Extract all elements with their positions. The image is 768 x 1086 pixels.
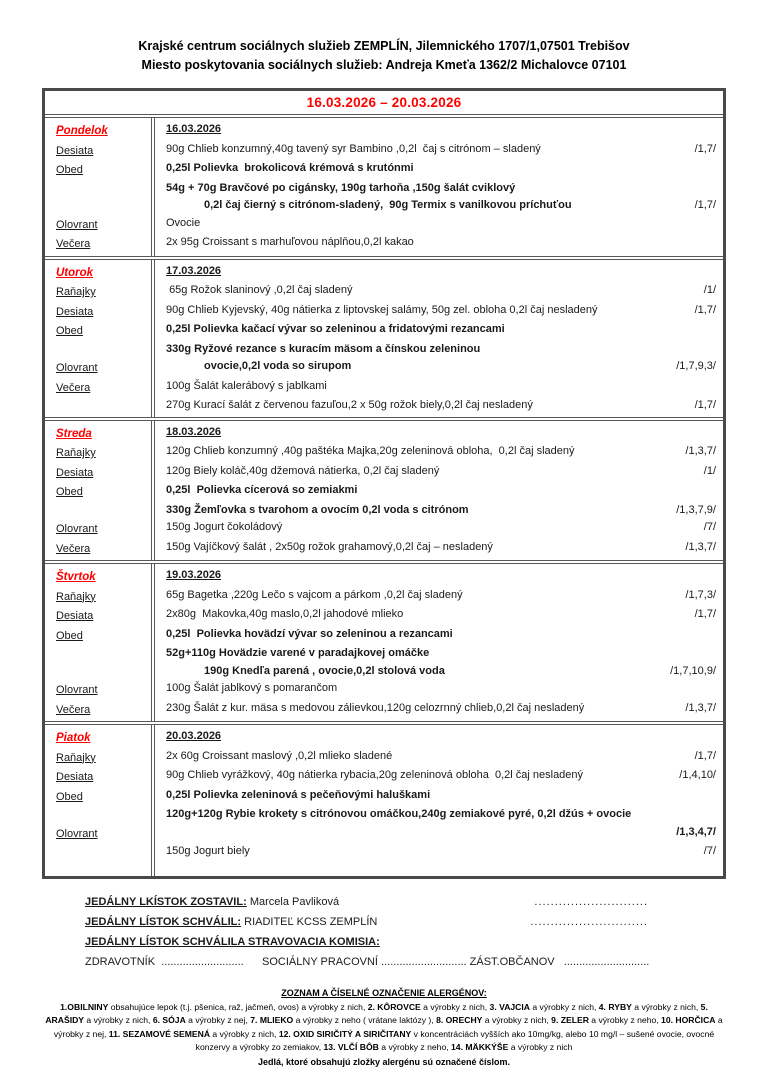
- dish-text: 0,25l Polievka kačací vývar so zeleninou a fridatovými rezancami: [166, 323, 505, 335]
- dish-text: 0,25l Polievka brokolicová krémová s krutónmi: [166, 162, 414, 174]
- content-cell: [158, 539, 723, 559]
- menu-row: [45, 824, 723, 844]
- compiled-by-value: Marcela Pavliková: [246, 895, 340, 908]
- menu-row: [45, 397, 723, 415]
- allergen-name: 13. VLČÍ BÔB: [323, 1042, 379, 1052]
- meal-label: Raňajky: [56, 751, 96, 764]
- allergen-description: a výrobky z nej,: [185, 1015, 251, 1025]
- content-cell: [158, 645, 723, 663]
- content-cell: [158, 282, 723, 302]
- content-cell: [158, 215, 723, 235]
- menu-row: [45, 626, 723, 646]
- menu-row: [45, 443, 723, 463]
- allergen-codes: /1,7/: [694, 749, 716, 762]
- dish-text: 2x80g Makovka,40g maslo,0,2l jahodové mlieko: [166, 608, 404, 620]
- day-date-label: 20.03.2026: [166, 730, 222, 742]
- allergen-codes: /1,7,3/: [685, 588, 716, 601]
- content-cell: [158, 141, 723, 161]
- approved-by-label: JEDÁLNY LÍSTOK SCHVÁLIL:: [85, 915, 242, 928]
- meal-label: Večera: [56, 703, 91, 716]
- allergen-heading: ZOZNAM A ČÍSELNÉ OZNAČENIE ALERGÉNOV:: [281, 987, 487, 998]
- label-cell: [45, 121, 158, 141]
- label-cell: [45, 567, 158, 587]
- dish-text: 150g Jogurt biely: [166, 845, 250, 857]
- content-cell: [158, 482, 723, 502]
- signature-dots: ............................: [534, 895, 648, 908]
- day-name-label: Streda: [56, 427, 92, 440]
- day-name-label: Piatok: [56, 732, 91, 744]
- meal-label: Desiata: [56, 305, 94, 318]
- allergen-description: a výrobky z nich,: [210, 1028, 279, 1039]
- menu-row: [45, 502, 723, 520]
- menu-row: [45, 197, 723, 215]
- meal-label: Desiata: [56, 466, 94, 479]
- menu-row: [45, 787, 723, 807]
- allergen-description: a výrobky z neho,: [378, 1042, 452, 1052]
- content-cell: [158, 824, 723, 844]
- menu-row: [45, 519, 723, 539]
- meal-label: Raňajky: [56, 447, 96, 459]
- label-cell: [45, 824, 158, 844]
- day-section: [45, 256, 723, 417]
- allergen-description: obsahujúce lepok (t.j. pšenica, raž, jačmeň, ovos) a výrobky z nich,: [108, 1001, 368, 1012]
- dish-text: 90g Chlieb vyrážkový, 40g nátierka rybacia,20g zeleninová obloha 0,2l čaj nesladený: [166, 769, 584, 781]
- dish-text: 270g Kurací šalát z červenou fazuľou,2 x 50g rožok biely,0,2l čaj nesladený: [166, 399, 533, 411]
- content-cell: [158, 502, 723, 520]
- meal-label: Večera: [56, 238, 91, 250]
- allergen-description: a výrobky z nich,: [84, 1015, 153, 1025]
- menu-row: [45, 663, 723, 681]
- label-cell: [45, 787, 158, 807]
- allergen-paragraph: [42, 1001, 726, 1055]
- content-cell: [158, 397, 723, 415]
- menu-row: [45, 700, 723, 720]
- dish-text: 2x 95g Croissant s marhuľovou náplňou,0,2l kakao: [166, 236, 414, 248]
- menu-row: [45, 539, 723, 559]
- allergen-codes: /1,4,10/: [679, 769, 716, 781]
- meal-label: Večera: [56, 381, 91, 394]
- content-cell: [158, 700, 723, 720]
- meal-label: Olovrant: [56, 827, 98, 840]
- day-name-label: Pondelok: [56, 125, 108, 137]
- menu-row: [45, 680, 723, 700]
- label-cell: [45, 700, 158, 720]
- label-cell: [45, 321, 158, 341]
- day-section: [45, 114, 723, 256]
- label-cell: [45, 663, 158, 681]
- menu-row: [45, 160, 723, 180]
- menu-row: [45, 424, 723, 444]
- allergen-codes: /1/: [703, 464, 716, 477]
- allergen-name: 14. MÄKKÝŠE: [451, 1042, 509, 1052]
- dish-text: 0,25l Polievka hovädzí vývar so zeleninou a rezancami: [166, 627, 453, 640]
- signature-line-roles: [85, 952, 670, 972]
- content-cell: [158, 424, 723, 444]
- content-cell: [158, 680, 723, 700]
- allergen-name: 10. HORČICA: [661, 1015, 716, 1025]
- signature-dots: .............................: [530, 915, 648, 928]
- dish-text: 330g Žemľovka s tvarohom a ovocím 0,2l voda s citrónom: [166, 503, 469, 516]
- label-cell: [45, 680, 158, 700]
- allergen-section: [42, 988, 726, 1067]
- allergen-name: 12. OXID SIRIČITÝ A SIRIČITANY: [278, 1028, 412, 1039]
- allergen-name: 5. ARAŠIDY: [45, 1001, 708, 1025]
- menu-days: [45, 114, 723, 876]
- label-cell: [45, 160, 158, 180]
- label-cell: [45, 215, 158, 235]
- meal-label: Olovrant: [56, 218, 98, 231]
- content-cell: [158, 358, 723, 378]
- content-cell: [158, 302, 723, 322]
- allergen-codes: /1,7/: [694, 399, 716, 411]
- menu-row: [45, 341, 723, 359]
- label-cell: [45, 263, 158, 283]
- meal-label: Olovrant: [56, 684, 98, 696]
- meal-label: Obed: [56, 790, 83, 803]
- day-date-label: 19.03.2026: [166, 569, 222, 581]
- content-cell: [158, 787, 723, 807]
- roles-signature-text: ZDRAVOTNÍK ........................... SOCIÁLNY PRACOVNÍ ............................ ZÁST.OBČANOV ............................: [85, 955, 650, 968]
- dish-text: 52g+110g Hovädzie varené v paradajkovej omáčke: [166, 647, 430, 659]
- content-cell: [158, 567, 723, 587]
- allergen-description: a výrobky z neho,: [588, 1015, 662, 1025]
- menu-row: [45, 748, 723, 768]
- dish-text: 330g Ryžové rezance s kuracím mäsom a čínskou zeleninou: [166, 342, 481, 355]
- dish-text: 120g Biely koláč,40g džemová nátierka, 0,2l čaj sladený: [166, 464, 440, 477]
- content-cell: [158, 234, 723, 254]
- label-cell: [45, 443, 158, 463]
- content-cell: [158, 587, 723, 607]
- dish-text: 100g Šalát jablkový s pomarančom: [166, 682, 338, 694]
- allergen-name: 8. ORECHY: [436, 1015, 483, 1025]
- allergen-name: 9. ZELER: [551, 1015, 589, 1025]
- dish-text: 0,25l Polievka zeleninová s pečeňovými haluškami: [166, 788, 431, 801]
- label-cell: [45, 728, 158, 748]
- content-cell: [158, 263, 723, 283]
- content-cell: [158, 663, 723, 681]
- allergen-description: a výrobky z nich,: [482, 1015, 552, 1025]
- label-cell: [45, 626, 158, 646]
- allergen-codes: /1/: [703, 284, 716, 296]
- content-cell: [158, 519, 723, 539]
- label-cell: [45, 463, 158, 483]
- menu-row: [45, 302, 723, 322]
- allergen-codes: /1,3,7/: [685, 445, 716, 457]
- menu-row: [45, 606, 723, 626]
- content-cell: [158, 121, 723, 141]
- content-cell: [158, 626, 723, 646]
- facility-name: Krajské centrum sociálnych služieb ZEMPLÍN, Jilemnického 1707/1,07501 Trebišov: [138, 39, 630, 53]
- menu-row: [45, 282, 723, 302]
- allergen-name: 4. RYBY: [598, 1001, 632, 1012]
- menu-row: [45, 728, 723, 748]
- label-cell: [45, 282, 158, 302]
- week-date-range: 16.03.2026 – 20.03.2026: [306, 95, 462, 110]
- day-name-label: Utorok: [56, 266, 94, 279]
- menu-row: [45, 234, 723, 254]
- content-cell: [158, 728, 723, 748]
- signature-block: [85, 892, 670, 972]
- menu-row: [45, 263, 723, 283]
- dish-text: 0,2l čaj čierný s citrónom-sladený, 90g Termix s vanilkovou príchuťou: [204, 199, 572, 211]
- allergen-name: 11. SEZAMOVÉ SEMENÁ: [108, 1028, 211, 1039]
- document-header: [0, 37, 768, 75]
- menu-row: [45, 767, 723, 787]
- label-cell: [45, 341, 158, 359]
- dish-text: 54g + 70g Bravčové po cigánsky, 190g tarhoňa ,150g šalát cviklový: [166, 181, 516, 194]
- menu-row: [45, 463, 723, 483]
- allergen-description: a výrobky z nich,: [529, 1001, 599, 1012]
- meal-label: Olovrant: [56, 362, 98, 374]
- day-section: [45, 417, 723, 561]
- dish-text: 150g Vajíčkový šalát , 2x50g rožok grahamový,0,2l čaj – nesladený: [166, 540, 493, 553]
- allergen-codes: /1,7,9,3/: [676, 360, 716, 372]
- content-cell: [158, 321, 723, 341]
- label-cell: [45, 748, 158, 768]
- meal-label: Olovrant: [56, 523, 98, 535]
- allergen-description: a výrobky z nich,: [420, 1001, 490, 1012]
- dish-text: 0,25l Polievka cícerová so zemiakmi: [166, 484, 358, 496]
- menu-row: [45, 806, 723, 824]
- meal-label: Raňajky: [56, 286, 96, 298]
- content-cell: [158, 843, 723, 861]
- allergen-codes: /1,7/: [694, 199, 716, 211]
- content-cell: [158, 341, 723, 359]
- allergen-codes: /1,7,10,9/: [670, 664, 716, 677]
- content-cell: [158, 160, 723, 180]
- allergen-name: 7. MLIEKO: [250, 1015, 294, 1025]
- content-cell: [158, 606, 723, 626]
- content-cell: [158, 443, 723, 463]
- meal-label: Obed: [56, 629, 83, 642]
- label-cell: [45, 358, 158, 378]
- signature-line-compiled: [85, 892, 670, 912]
- content-cell: [158, 748, 723, 768]
- label-cell: [45, 482, 158, 502]
- label-cell: [45, 767, 158, 787]
- meal-label: Obed: [56, 325, 83, 337]
- allergen-codes: /1,3,7,9/: [676, 503, 716, 516]
- allergen-name: 2. KÔROVCE: [367, 1001, 421, 1012]
- label-cell: [45, 843, 158, 861]
- signature-line-commission: [85, 932, 670, 952]
- dish-text: 120g Chlieb konzumný ,40g paštéka Majka,20g zeleninová obloha, 0,2l čaj sladený: [166, 445, 575, 457]
- allergen-codes: /7/: [703, 845, 716, 857]
- label-cell: [45, 645, 158, 663]
- dish-text: 100g Šalát kalerábový s jablkami: [166, 379, 327, 392]
- allergen-codes: /1,7/: [694, 608, 716, 620]
- allergen-codes: /1,3,7/: [685, 701, 716, 714]
- label-cell: [45, 397, 158, 415]
- allergen-codes: /1,3,4,7/: [676, 825, 716, 838]
- label-cell: [45, 519, 158, 539]
- menu-row: [45, 645, 723, 663]
- allergen-name: 3. VAJCIA: [489, 1001, 530, 1012]
- commission-label: JEDÁLNY LÍSTOK SCHVÁLILA STRAVOVACIA KOMISIA:: [85, 935, 380, 948]
- menu-row: [45, 587, 723, 607]
- allergen-description: v koncentráciách vyšších ako 10mg/kg, alebo 10 mg/l – sušené ovocie, ovocné konzervy a výrobky zo zemiakov,: [195, 1028, 715, 1052]
- label-cell: [45, 302, 158, 322]
- allergen-description: a výrobky z nich,: [631, 1001, 701, 1012]
- menu-row: [45, 482, 723, 502]
- label-cell: [45, 502, 158, 520]
- allergen-name: 1.OBILNINY: [60, 1001, 109, 1012]
- label-cell: [45, 539, 158, 559]
- compiled-by-label: JEDÁLNY LKÍSTOK ZOSTAVIL:: [85, 895, 247, 908]
- label-cell: [45, 180, 158, 198]
- allergen-codes: /7/: [703, 521, 716, 533]
- dish-text: 90g Chlieb Kyjevský, 40g nátierka z liptovskej salámy, 50g zel. obloha 0,2l čaj nesladený: [166, 303, 598, 316]
- approved-by-value: RIADITEĽ KCSS ZEMPLÍN: [241, 915, 378, 928]
- content-cell: [158, 197, 723, 215]
- dish-text: 2x 60g Croissant maslový ,0,2l mlieko sladené: [166, 749, 393, 762]
- menu-row: [45, 321, 723, 341]
- menu-table: [42, 88, 726, 879]
- dish-text: 190g Knedľa parená , ovocie,0,2l stolová voda: [204, 664, 445, 677]
- menu-row: [45, 567, 723, 587]
- content-cell: [158, 378, 723, 398]
- allergen-description: a výrobky z nej,: [53, 1015, 723, 1039]
- allergen-codes: /1,7/: [694, 303, 716, 316]
- label-cell: [45, 806, 158, 824]
- label-cell: [45, 197, 158, 215]
- dish-text: 90g Chlieb konzumný,40g tavený syr Bambino ,0,2l čaj s citrónom – sladený: [166, 142, 541, 155]
- menu-row: [45, 141, 723, 161]
- allergen-description: a výrobky z nich: [508, 1042, 573, 1052]
- label-cell: [45, 141, 158, 161]
- allergen-note: Jedlá, ktoré obsahujú zložky alergénu sú označené číslom.: [257, 1056, 511, 1067]
- allergen-codes: /1,3,7/: [685, 540, 716, 553]
- meal-label: Desiata: [56, 610, 94, 622]
- dish-text: 230g Šalát z kur. mäsa s medovou zálievkou,120g celozrnný chlieb,0,2l čaj nesladený: [166, 701, 585, 714]
- menu-row: [45, 215, 723, 235]
- day-section: [45, 560, 723, 721]
- day-date-label: 18.03.2026: [166, 425, 222, 438]
- dish-text: ovocie,0,2l voda so sirupom: [204, 360, 352, 372]
- meal-label: Obed: [56, 164, 83, 176]
- meal-label: Obed: [56, 486, 83, 498]
- label-cell: [45, 606, 158, 626]
- allergen-name: 6. SÓJA: [152, 1015, 186, 1025]
- dish-text: 150g Jogurt čokoládový: [166, 521, 283, 533]
- allergen-codes: /1,7/: [694, 142, 716, 155]
- content-cell: [158, 806, 723, 824]
- meal-label: Desiata: [56, 144, 94, 157]
- label-cell: [45, 587, 158, 607]
- label-cell: [45, 424, 158, 444]
- day-name-label: Štvrtok: [56, 571, 96, 583]
- dish-text: 65g Bagetka ,220g Lečo s vajcom a párkom ,0,2l čaj sladený: [166, 588, 463, 601]
- day-section: [45, 721, 723, 876]
- dish-text: 120g+120g Rybie krokety s citrónovou omáčkou,240g zemiakové pyré, 0,2l džús + ovocie: [166, 808, 632, 820]
- content-cell: [158, 767, 723, 787]
- meal-label: Desiata: [56, 771, 94, 783]
- dish-text: Ovocie: [166, 216, 201, 229]
- allergen-description: a výrobky z neho ( vrátane laktózy ),: [293, 1015, 437, 1025]
- menu-row: [45, 378, 723, 398]
- dish-text: 65g Rožok slaninový ,0,2l čaj sladený: [166, 284, 353, 296]
- menu-row: [45, 180, 723, 198]
- meal-label: Raňajky: [56, 590, 96, 603]
- menu-row: [45, 358, 723, 378]
- label-cell: [45, 234, 158, 254]
- content-cell: [158, 180, 723, 198]
- menu-row: [45, 121, 723, 141]
- facility-location: Miesto poskytovania sociálnych služieb: Andreja Kmeťa 1362/2 Michalovce 07101: [141, 58, 627, 72]
- content-cell: [158, 463, 723, 483]
- menu-row: [45, 843, 723, 861]
- signature-line-approved: [85, 912, 670, 932]
- label-cell: [45, 378, 158, 398]
- meal-label: Večera: [56, 542, 91, 555]
- day-date-label: 17.03.2026: [166, 264, 222, 277]
- day-date-label: 16.03.2026: [166, 123, 222, 135]
